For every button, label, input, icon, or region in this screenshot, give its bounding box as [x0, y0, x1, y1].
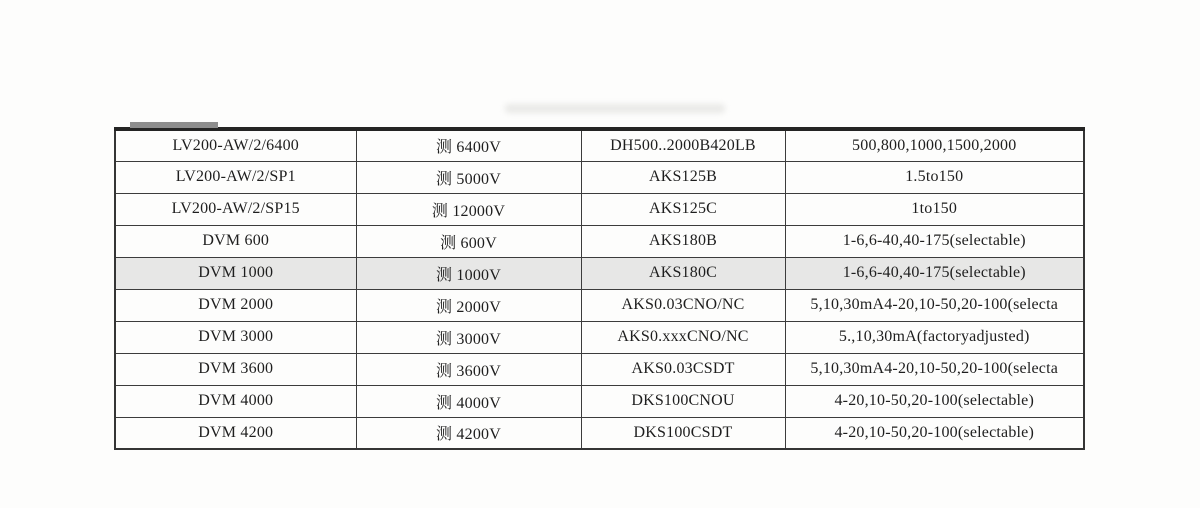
spec-table-container	[114, 127, 1083, 450]
cell-range: 1-6,6-40,40-175(selectable)	[785, 225, 1084, 257]
cell-model: DVM 4200	[115, 417, 356, 449]
table-row-highlighted	[115, 257, 1084, 289]
cell-model: DVM 600	[115, 225, 356, 257]
table-row	[115, 289, 1084, 321]
cell-voltage: 测 4200V	[356, 417, 581, 449]
cell-voltage: 测 3000V	[356, 321, 581, 353]
cell-model: LV200-AW/2/SP1	[115, 161, 356, 193]
cell-model: LV200-AW/2/6400	[115, 129, 356, 161]
table-row	[115, 385, 1084, 417]
cell-sensor-model: DH500..2000B420LB	[581, 129, 785, 161]
cell-voltage: 测 5000V	[356, 161, 581, 193]
cell-model: DVM 4000	[115, 385, 356, 417]
table-row	[115, 353, 1084, 385]
table-row	[115, 225, 1084, 257]
cell-voltage: 测 600V	[356, 225, 581, 257]
cell-range: 5.,10,30mA(factoryadjusted)	[785, 321, 1084, 353]
cell-range: 5,10,30mA4-20,10-50,20-100(selecta	[785, 289, 1084, 321]
cell-model: DVM 3000	[115, 321, 356, 353]
cell-range: 5,10,30mA4-20,10-50,20-100(selecta	[785, 353, 1084, 385]
cell-sensor-model: DKS100CNOU	[581, 385, 785, 417]
table-row	[115, 321, 1084, 353]
scan-bar-artifact	[130, 122, 218, 128]
cell-sensor-model: AKS180C	[581, 257, 785, 289]
cell-sensor-model: DKS100CSDT	[581, 417, 785, 449]
cell-range: 4-20,10-50,20-100(selectable)	[785, 385, 1084, 417]
cell-range: 1-6,6-40,40-175(selectable)	[785, 257, 1084, 289]
table-row	[115, 129, 1084, 161]
cell-model: LV200-AW/2/SP15	[115, 193, 356, 225]
cell-range: 1to150	[785, 193, 1084, 225]
table-row	[115, 161, 1084, 193]
cell-voltage: 测 6400V	[356, 129, 581, 161]
cell-model: DVM 2000	[115, 289, 356, 321]
cell-voltage: 测 12000V	[356, 193, 581, 225]
spec-table	[114, 127, 1085, 450]
cell-voltage: 测 3600V	[356, 353, 581, 385]
cell-model: DVM 3600	[115, 353, 356, 385]
cell-sensor-model: AKS0.03CNO/NC	[581, 289, 785, 321]
cell-range: 4-20,10-50,20-100(selectable)	[785, 417, 1084, 449]
cell-range: 500,800,1000,1500,2000	[785, 129, 1084, 161]
cell-voltage: 测 4000V	[356, 385, 581, 417]
cell-sensor-model: AKS125C	[581, 193, 785, 225]
cell-model: DVM 1000	[115, 257, 356, 289]
cell-voltage: 测 2000V	[356, 289, 581, 321]
cell-sensor-model: AKS0.xxxCNO/NC	[581, 321, 785, 353]
cell-sensor-model: AKS125B	[581, 161, 785, 193]
scan-smudge-artifact	[505, 104, 725, 113]
cell-sensor-model: AKS0.03CSDT	[581, 353, 785, 385]
cell-range: 1.5to150	[785, 161, 1084, 193]
cell-sensor-model: AKS180B	[581, 225, 785, 257]
table-row	[115, 417, 1084, 449]
cell-voltage: 测 1000V	[356, 257, 581, 289]
table-row	[115, 193, 1084, 225]
